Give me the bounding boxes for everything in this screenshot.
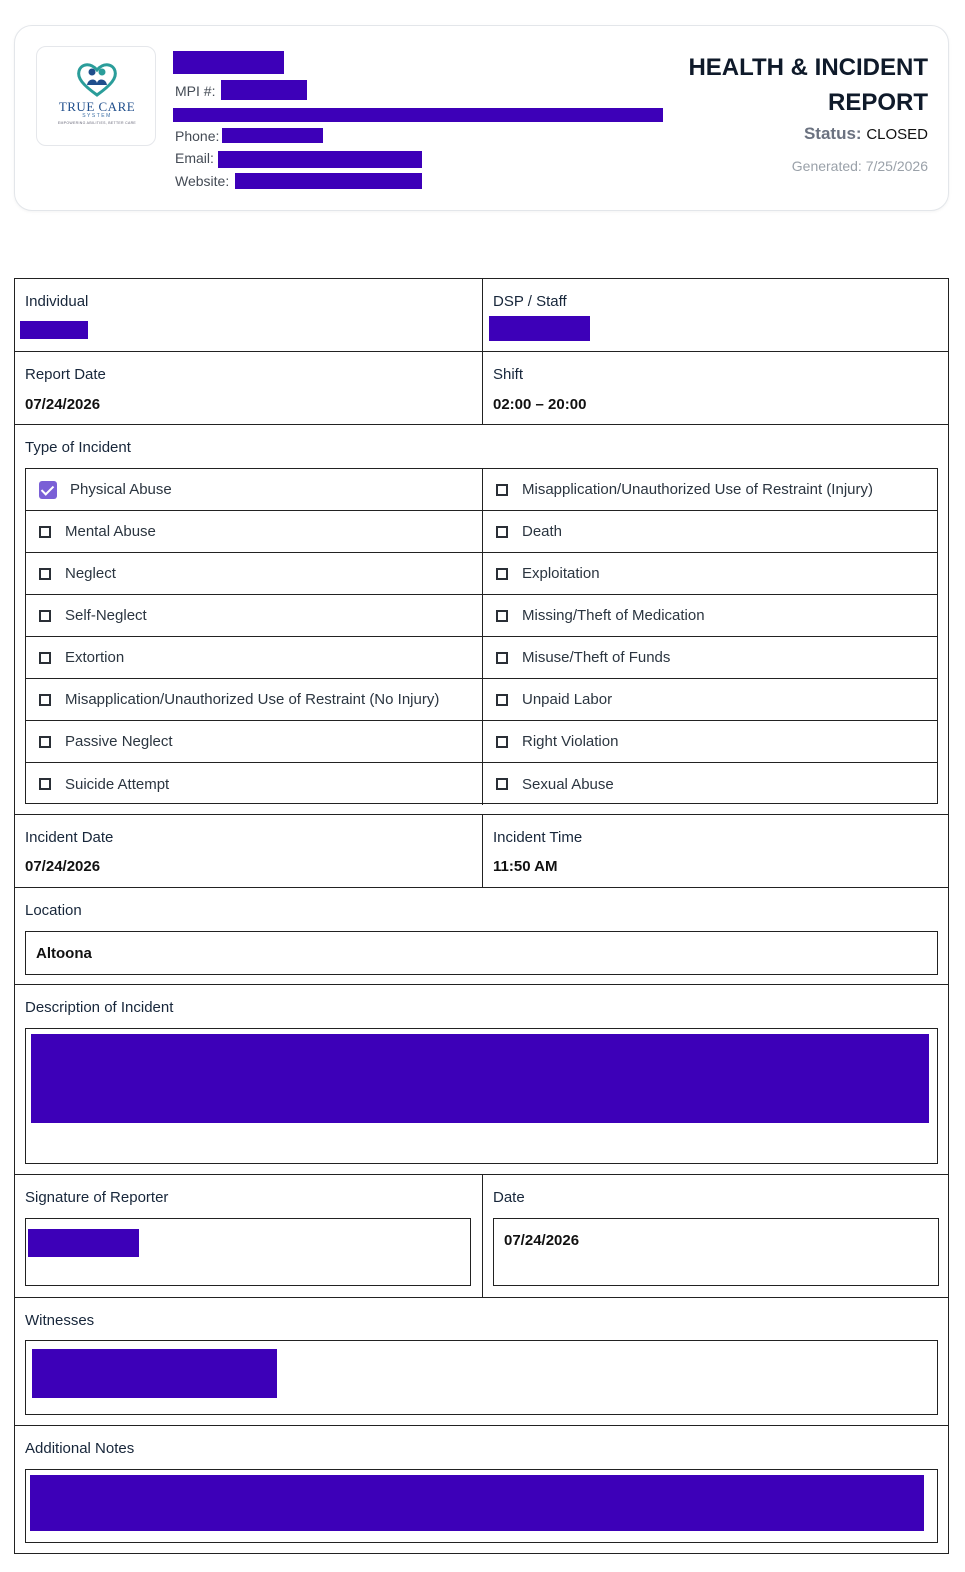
date-label: Date bbox=[493, 1189, 525, 1206]
notes-field[interactable] bbox=[25, 1469, 938, 1543]
witnesses-label: Witnesses bbox=[25, 1312, 95, 1329]
row-incident-datetime bbox=[15, 815, 948, 888]
shift-value: 02:00 – 20:00 bbox=[493, 396, 587, 413]
heart-family-icon bbox=[75, 61, 119, 97]
row-notes bbox=[15, 1426, 948, 1553]
incident-date-value: 07/24/2026 bbox=[25, 858, 101, 875]
witnesses-field[interactable] bbox=[25, 1340, 938, 1415]
status-line bbox=[804, 124, 928, 144]
checkbox-icon[interactable] bbox=[39, 568, 51, 580]
redacted-witnesses bbox=[32, 1349, 277, 1398]
checkbox-icon[interactable] bbox=[39, 778, 51, 790]
report-title bbox=[628, 50, 928, 120]
incident-type-option[interactable] bbox=[26, 721, 482, 763]
row-date-shift bbox=[15, 352, 948, 425]
incident-date-label: Incident Date bbox=[25, 829, 114, 846]
location-value: Altoona bbox=[36, 945, 92, 962]
notes-label: Additional Notes bbox=[25, 1440, 135, 1457]
website-label: Website: bbox=[175, 173, 230, 189]
incident-type-label: Passive Neglect bbox=[65, 733, 173, 750]
incident-type-label: Exploitation bbox=[522, 565, 600, 582]
logo-brand: TRUE CARE bbox=[58, 99, 136, 114]
signature-date-value: 07/24/2026 bbox=[504, 1232, 580, 1249]
incident-type-label: Unpaid Labor bbox=[522, 691, 613, 708]
incident-type-label: Extortion bbox=[65, 649, 125, 666]
incident-type-label: Suicide Attempt bbox=[65, 775, 170, 793]
description-label: Description of Incident bbox=[25, 999, 174, 1016]
row-location bbox=[15, 888, 948, 985]
incident-time-label: Incident Time bbox=[493, 829, 583, 846]
incident-type-grid bbox=[25, 468, 938, 804]
incident-form bbox=[14, 278, 949, 1554]
incident-type-label: Sexual Abuse bbox=[522, 775, 614, 793]
incident-type-option[interactable] bbox=[482, 553, 937, 595]
checkbox-icon[interactable] bbox=[496, 568, 508, 580]
status-value: CLOSED bbox=[866, 126, 928, 143]
mpi-label: MPI #: bbox=[175, 83, 216, 99]
checkbox-icon[interactable] bbox=[39, 694, 51, 706]
signature-field[interactable] bbox=[25, 1218, 471, 1286]
checkbox-icon[interactable] bbox=[39, 610, 51, 622]
incident-date-cell bbox=[15, 815, 482, 887]
dsp-label: DSP / Staff bbox=[493, 293, 567, 310]
redacted-individual bbox=[20, 321, 88, 339]
incident-type-label: Misapplication/Unauthorized Use of Restraint (Injury) bbox=[522, 481, 873, 498]
dsp-cell bbox=[482, 279, 948, 351]
incident-type-option[interactable] bbox=[482, 595, 937, 637]
incident-type-option[interactable] bbox=[26, 637, 482, 679]
individual-label: Individual bbox=[25, 293, 89, 310]
incident-type-label: Right Violation bbox=[522, 733, 619, 750]
generated-date: Generated: 7/25/2026 bbox=[791, 158, 928, 174]
redacted-signature bbox=[28, 1229, 139, 1257]
incident-type-option[interactable] bbox=[482, 511, 937, 553]
incident-time-value: 11:50 AM bbox=[493, 858, 558, 875]
incident-type-label: Self-Neglect bbox=[65, 607, 147, 624]
redacted-phone bbox=[222, 128, 323, 143]
incident-type-label: Physical Abuse bbox=[70, 481, 172, 498]
checkbox-checked-icon[interactable] bbox=[39, 481, 57, 499]
checkbox-icon[interactable] bbox=[496, 610, 508, 622]
company-logo bbox=[36, 46, 156, 146]
email-label: Email: bbox=[175, 150, 214, 166]
checkbox-icon[interactable] bbox=[496, 736, 508, 748]
redacted-description bbox=[31, 1034, 929, 1123]
report-header bbox=[14, 25, 949, 211]
incident-time-cell bbox=[482, 815, 948, 887]
incident-type-option[interactable] bbox=[26, 511, 482, 553]
incident-type-option[interactable] bbox=[482, 763, 937, 805]
incident-type-option[interactable] bbox=[26, 595, 482, 637]
incident-type-label: Misapplication/Unauthorized Use of Restraint (No Injury) bbox=[65, 691, 440, 708]
incident-type-option[interactable] bbox=[482, 469, 937, 511]
redacted-email bbox=[218, 151, 422, 168]
checkbox-icon[interactable] bbox=[496, 526, 508, 538]
checkbox-icon[interactable] bbox=[39, 652, 51, 664]
incident-type-option[interactable] bbox=[26, 469, 482, 511]
title-line-1: HEALTH & INCIDENT bbox=[688, 54, 928, 81]
incident-type-label: Missing/Theft of Medication bbox=[522, 607, 705, 624]
shift-label: Shift bbox=[493, 366, 524, 383]
redacted-org-name bbox=[173, 51, 284, 74]
incident-type-option[interactable] bbox=[482, 721, 937, 763]
checkbox-icon[interactable] bbox=[39, 526, 51, 538]
redacted-address bbox=[173, 108, 663, 122]
incident-type-option[interactable] bbox=[26, 553, 482, 595]
redacted-notes bbox=[30, 1475, 924, 1531]
logo-tagline: EMPOWERING ABILITIES, BETTER CARE bbox=[57, 121, 137, 125]
signature-date-field[interactable] bbox=[493, 1218, 939, 1286]
checkbox-icon[interactable] bbox=[496, 484, 508, 496]
redacted-dsp bbox=[489, 316, 590, 341]
status-label: Status: bbox=[803, 124, 862, 143]
incident-type-label: Neglect bbox=[65, 565, 116, 582]
incident-type-label: Misuse/Theft of Funds bbox=[522, 649, 671, 666]
individual-cell bbox=[15, 279, 482, 351]
incident-type-label: Mental Abuse bbox=[65, 523, 156, 540]
location-field[interactable] bbox=[25, 931, 938, 975]
report-date-cell bbox=[15, 352, 482, 424]
title-line-2: REPORT bbox=[827, 89, 928, 116]
phone-label: Phone: bbox=[175, 128, 220, 144]
row-witnesses bbox=[15, 1298, 948, 1426]
row-signature-date bbox=[15, 1175, 948, 1298]
report-date-value: 07/24/2026 bbox=[25, 396, 101, 413]
row-description bbox=[15, 985, 948, 1175]
incident-type-option[interactable] bbox=[26, 763, 482, 805]
report-date-label: Report Date bbox=[25, 366, 106, 383]
row-individual-staff bbox=[15, 279, 948, 352]
signature-cell bbox=[15, 1175, 482, 1297]
incident-type-label: Death bbox=[522, 523, 563, 540]
location-label: Location bbox=[25, 902, 82, 919]
checkbox-icon[interactable] bbox=[496, 652, 508, 664]
checkbox-icon[interactable] bbox=[39, 736, 51, 748]
redacted-mpi bbox=[221, 80, 307, 100]
incident-type-option[interactable] bbox=[26, 679, 482, 721]
description-field[interactable] bbox=[25, 1028, 938, 1164]
shift-cell bbox=[482, 352, 948, 424]
incident-type-option[interactable] bbox=[482, 679, 937, 721]
incident-type-option[interactable] bbox=[482, 637, 937, 679]
redacted-website bbox=[235, 173, 422, 189]
row-incident-type bbox=[15, 425, 948, 815]
signature-label: Signature of Reporter bbox=[25, 1189, 169, 1206]
checkbox-icon[interactable] bbox=[496, 778, 508, 790]
logo-subline: SYSTEM bbox=[82, 113, 112, 119]
incident-type-label: Type of Incident bbox=[25, 439, 131, 456]
checkbox-icon[interactable] bbox=[496, 694, 508, 706]
signature-date-cell bbox=[482, 1175, 948, 1297]
